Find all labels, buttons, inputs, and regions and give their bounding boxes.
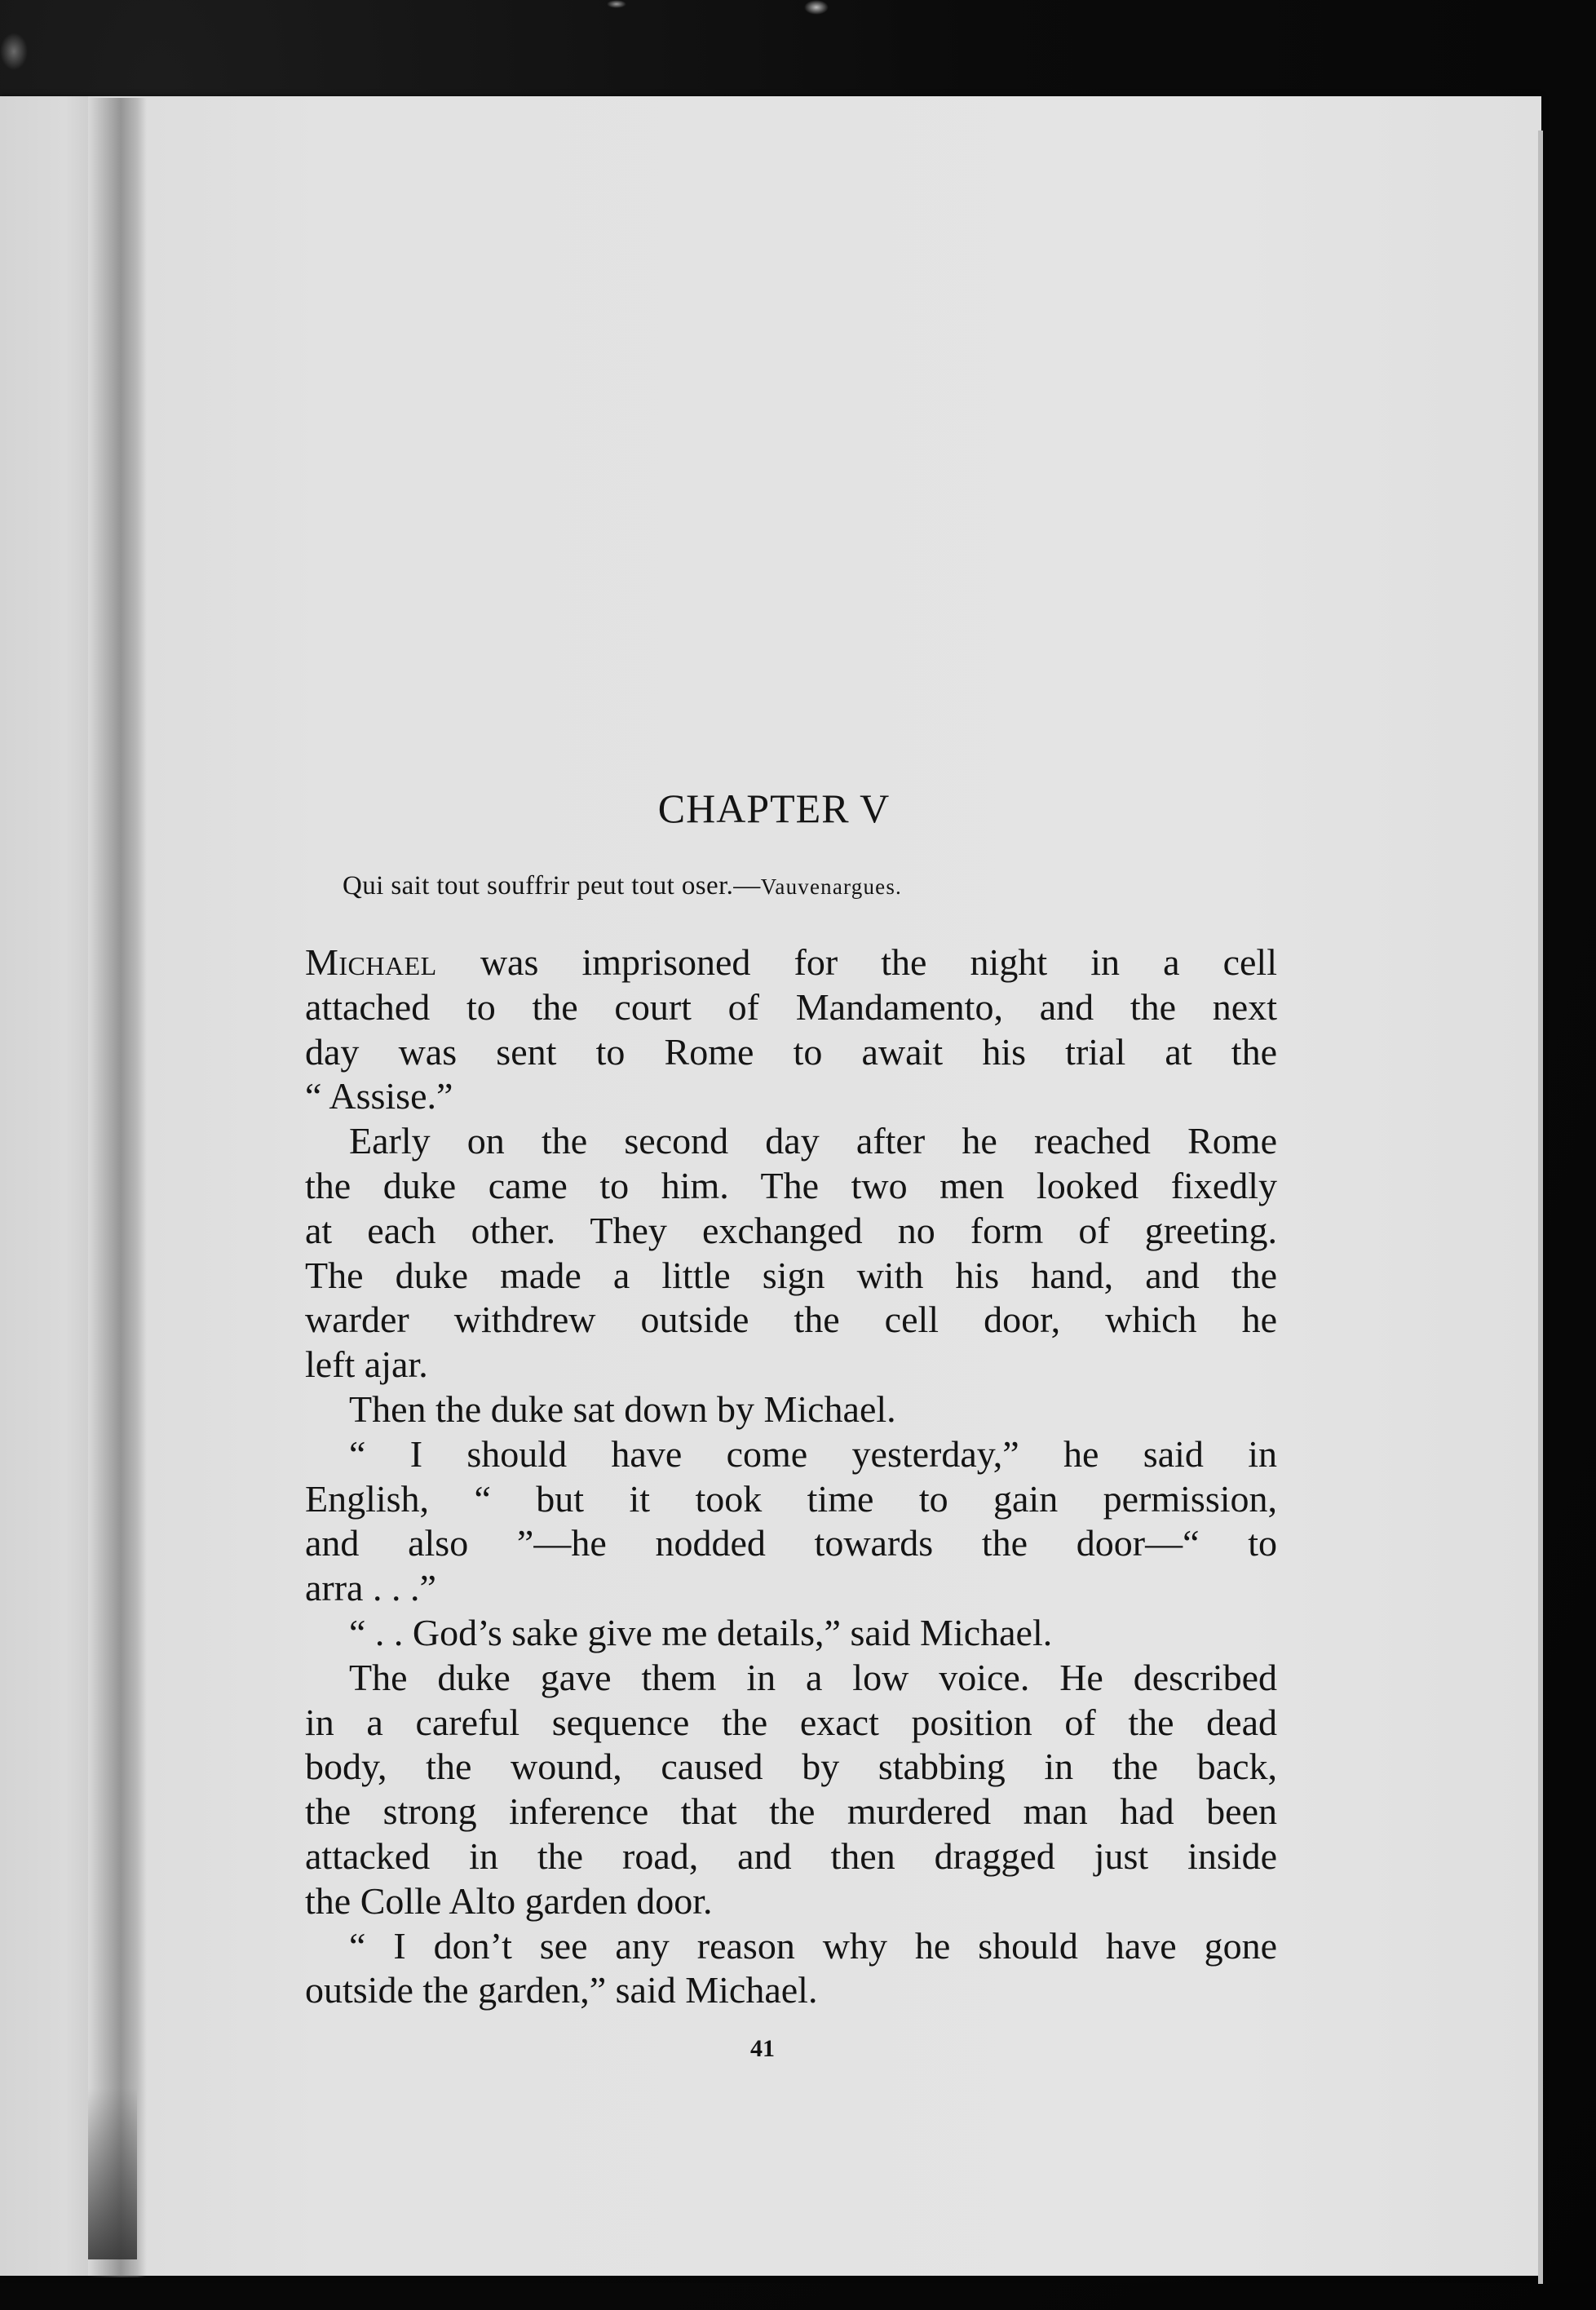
page-edge — [1538, 131, 1543, 2284]
epigraph-quote: Qui sait tout souffrir peut tout oser.— — [343, 871, 761, 901]
book-gutter — [88, 98, 147, 2277]
chapter-title: CHAPTER V — [657, 785, 891, 831]
scan-mark — [0, 33, 28, 70]
facing-page-edge — [0, 96, 88, 2276]
text-line: Early on the second day after he reached Rome — [349, 1120, 1277, 1162]
epigraph — [343, 871, 902, 901]
text-line: in a careful sequence the exact position of the dead — [305, 1701, 1277, 1743]
text-line: Michael was imprisoned for the night in a cell — [305, 941, 1277, 983]
text-line: Then the duke sat down by Michael. — [349, 1387, 896, 1430]
epigraph-author: Vauvenargues. — [760, 874, 903, 899]
text-line: at each other. They exchanged no form of greeting. — [305, 1209, 1277, 1251]
text-line: The duke gave them in a low voice. He described — [349, 1656, 1277, 1698]
text-line: and also ”—he nodded towards the door—“ to — [305, 1522, 1277, 1564]
text-line: “ . . God’s sake give me details,” said Michael. — [349, 1611, 1053, 1653]
drop-word: Michael — [305, 941, 437, 983]
body-text — [305, 940, 1277, 2013]
text-line: the duke came to him. The two men looked fixedly — [305, 1164, 1277, 1206]
text-line: the Colle Alto garden door. — [305, 1879, 713, 1922]
text-line: attached to the court of Mandamento, and the next — [305, 985, 1277, 1028]
text-line: “ I should have come yesterday,” he said in — [349, 1432, 1277, 1475]
text-line: The duke made a little sign with his hand, and the — [305, 1254, 1277, 1296]
text-line: left ajar. — [305, 1343, 428, 1386]
scan-mark — [804, 0, 829, 15]
text-line: attacked in the road, and then dragged just inside — [305, 1834, 1277, 1877]
text-line: “ I don’t see any reason why he should have gone — [349, 1924, 1277, 1967]
scan-mark — [607, 0, 626, 8]
text-line: warder withdrew outside the cell door, which he — [305, 1299, 1277, 1341]
text-line: day was sent to Rome to await his trial at the — [305, 1030, 1277, 1073]
text-line: outside the garden,” said Michael. — [305, 1969, 818, 2011]
text-line: body, the wound, caused by stabbing in the back, — [305, 1746, 1277, 1788]
text-line: “ Assise.” — [305, 1075, 453, 1117]
text-line: English, “ but it took time to gain permission, — [305, 1477, 1277, 1520]
book-gutter-shadow — [88, 2088, 137, 2259]
text-line: arra . . .” — [305, 1567, 436, 1609]
page-number: 41 — [750, 2035, 775, 2062]
text-line: the strong inference that the murdered man had been — [305, 1790, 1277, 1833]
